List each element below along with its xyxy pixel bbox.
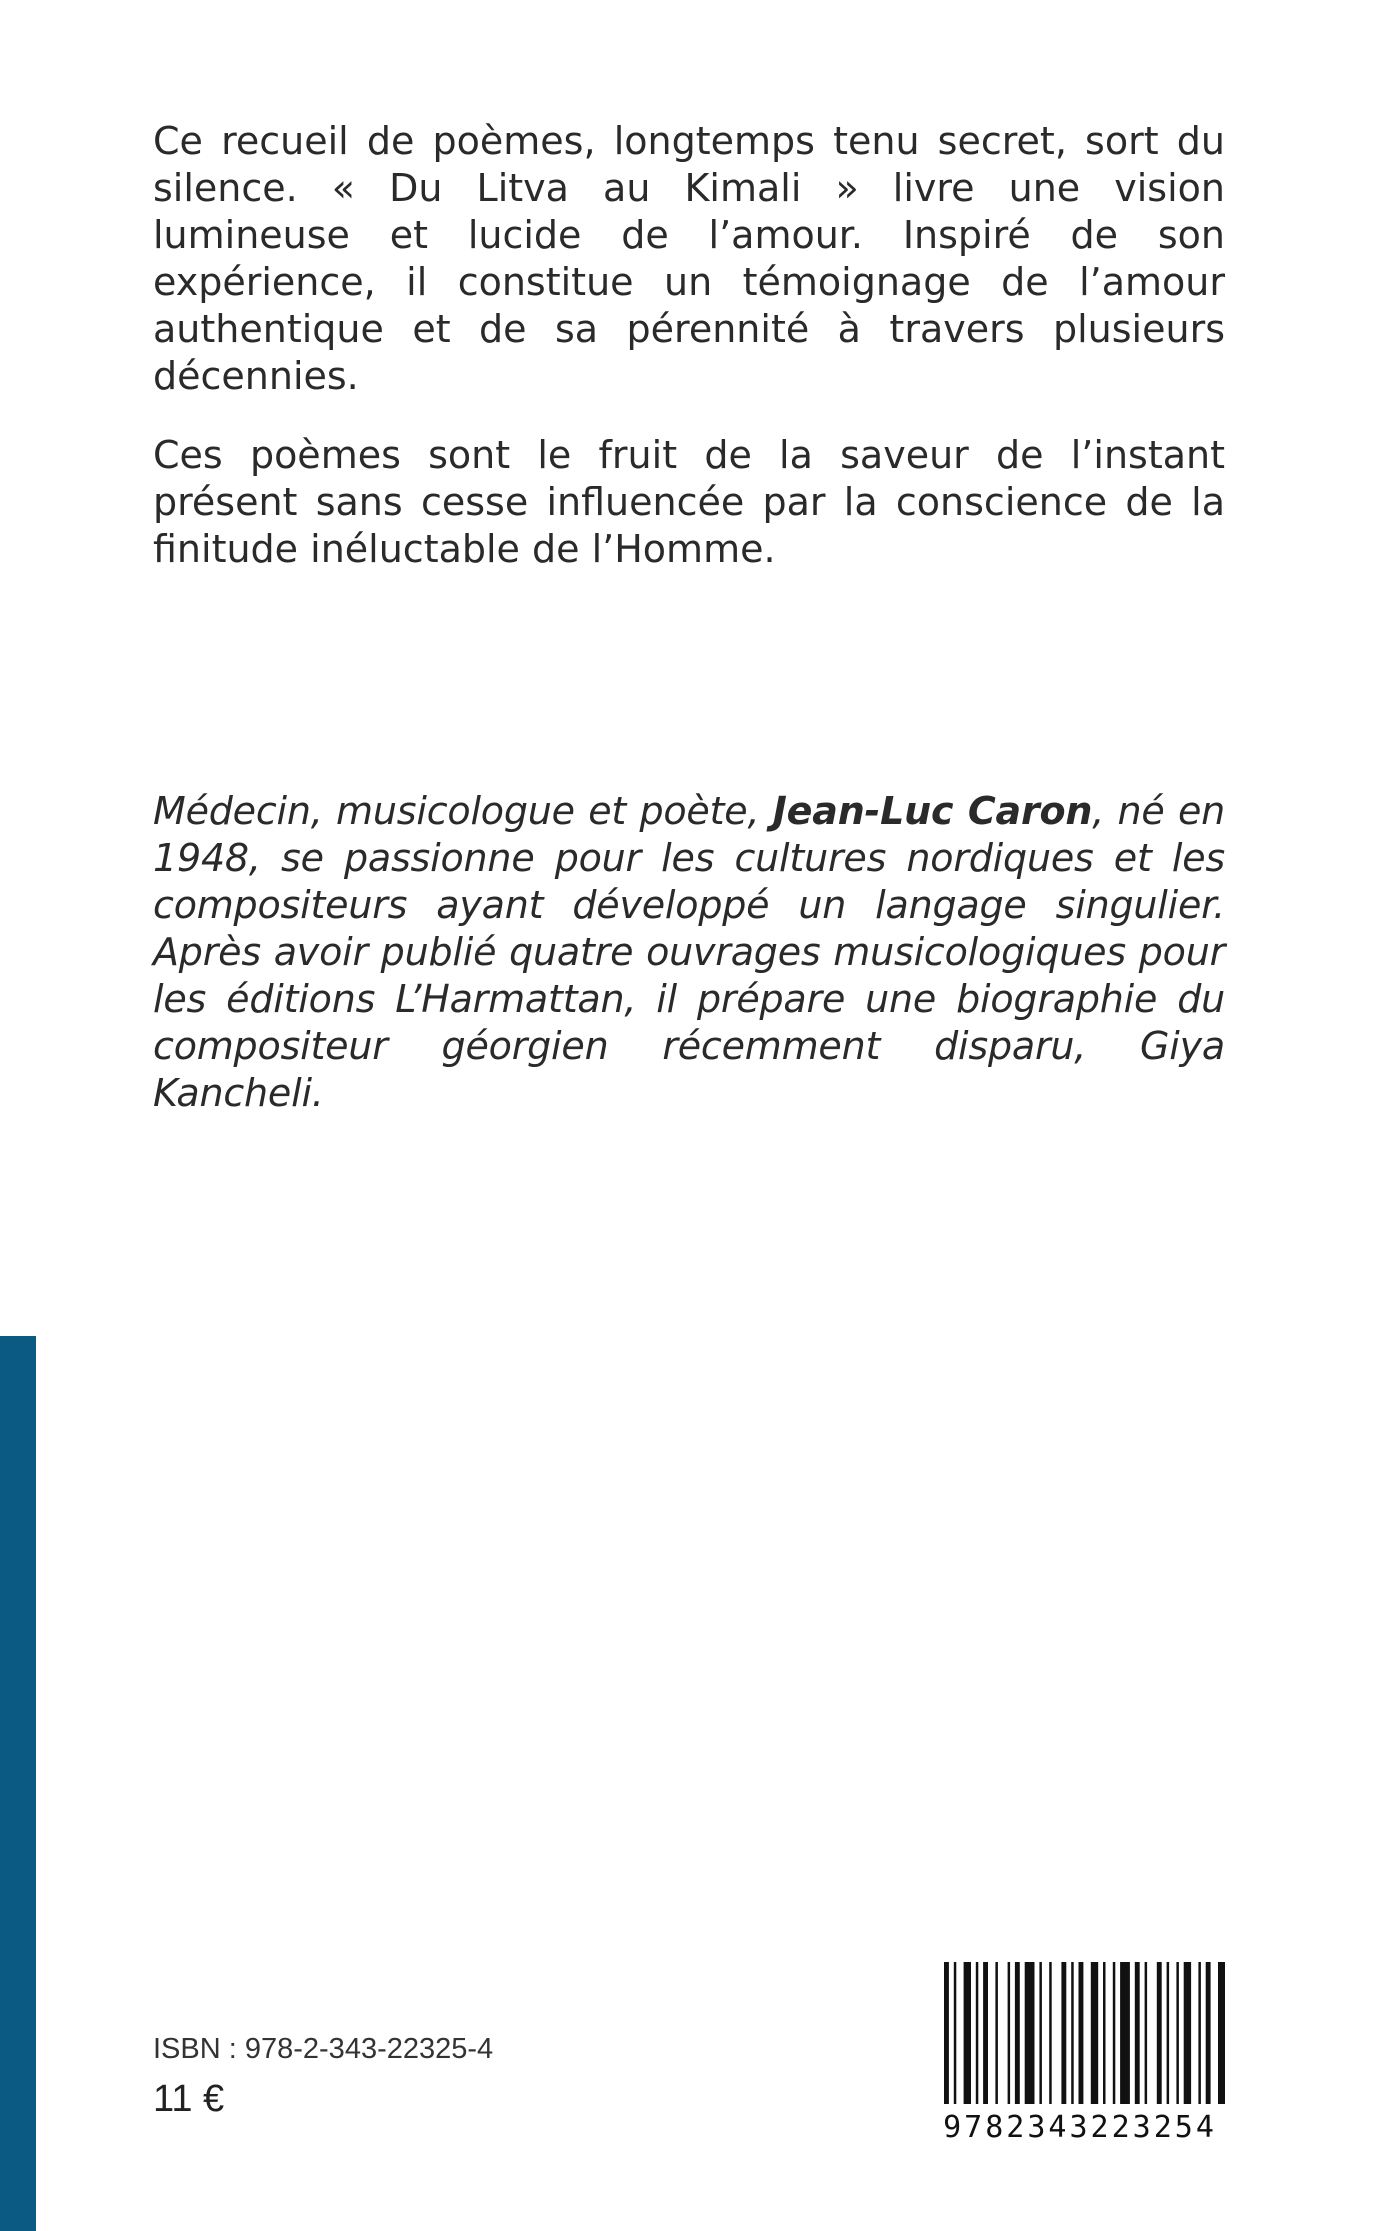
barcode-bar [1061, 1962, 1066, 2104]
barcode-bar [1049, 1962, 1052, 2104]
barcode-bar [1135, 1962, 1140, 2104]
barcode-bar [1220, 1962, 1225, 2104]
price: 11 € [153, 2078, 225, 2120]
blurb-paragraph-2: Ces poèmes sont le fruit de la saveur de l’instant présent sans cesse influencée par la conscience de la finitude inéluctable de l’Homme. [153, 433, 1225, 571]
barcode-bar [1198, 1962, 1201, 2104]
barcode-bar [964, 1962, 971, 2104]
barcode-bar [954, 1962, 957, 2104]
barcode-bar [1008, 1962, 1011, 2104]
barcode-bar [1167, 1962, 1170, 2104]
side-color-band [0, 1336, 36, 2231]
author-name: Jean-Luc Caron [772, 789, 1093, 833]
barcode-bar [1025, 1962, 1035, 2104]
barcode [930, 1958, 1230, 2158]
barcode-bar [1079, 1962, 1084, 2104]
blurb-paragraph-1: Ce recueil de poèmes, longtemps tenu secret, sort du silence. « Du Litva au Kimali » livre une vision lumineuse et lucide de l’amour. Inspiré de son expérience, il constitue un témoignage de l’amour authentique et de sa pérennité à travers plusieurs décennies. [153, 119, 1225, 398]
isbn-label: ISBN : 978-2-343-22325-4 [153, 2033, 494, 2065]
barcode-bar [1071, 1962, 1074, 2104]
barcode-bar [1091, 1962, 1098, 2104]
author-bio-lead: Médecin, musicologue et poète, [153, 789, 773, 833]
barcode-bar [1039, 1962, 1042, 2104]
barcode-digits: 9782343223254 [943, 2110, 1217, 2145]
barcode-bar [1120, 1962, 1130, 2104]
author-bio [153, 788, 1225, 1117]
barcode-bar [1184, 1962, 1191, 2104]
barcode-bar [1157, 1962, 1162, 2104]
barcode-bar [976, 1962, 979, 2104]
barcode-bar [1176, 1962, 1179, 2104]
barcode-bars [930, 1958, 1230, 2108]
barcode-bar [1113, 1962, 1116, 2104]
barcode-bar [944, 1962, 949, 2104]
barcode-bar [1015, 1962, 1020, 2104]
barcode-bar [983, 1962, 988, 2104]
barcode-bar [1145, 1962, 1148, 2104]
barcode-bar [1206, 1962, 1211, 2104]
barcode-bar [995, 1962, 998, 2104]
author-bio-rest: , né en 1948, se passionne pour les cultures nordiques et les compositeurs ayant développé un langage singulier. Après avoir publié quatre ouvrages musicologiques pour les éditions L’Harmattan, il prépare une biographie du compositeur géorgien récemment disparu, Giya Kancheli. [153, 789, 1226, 1115]
barcode-bar [1103, 1962, 1106, 2104]
